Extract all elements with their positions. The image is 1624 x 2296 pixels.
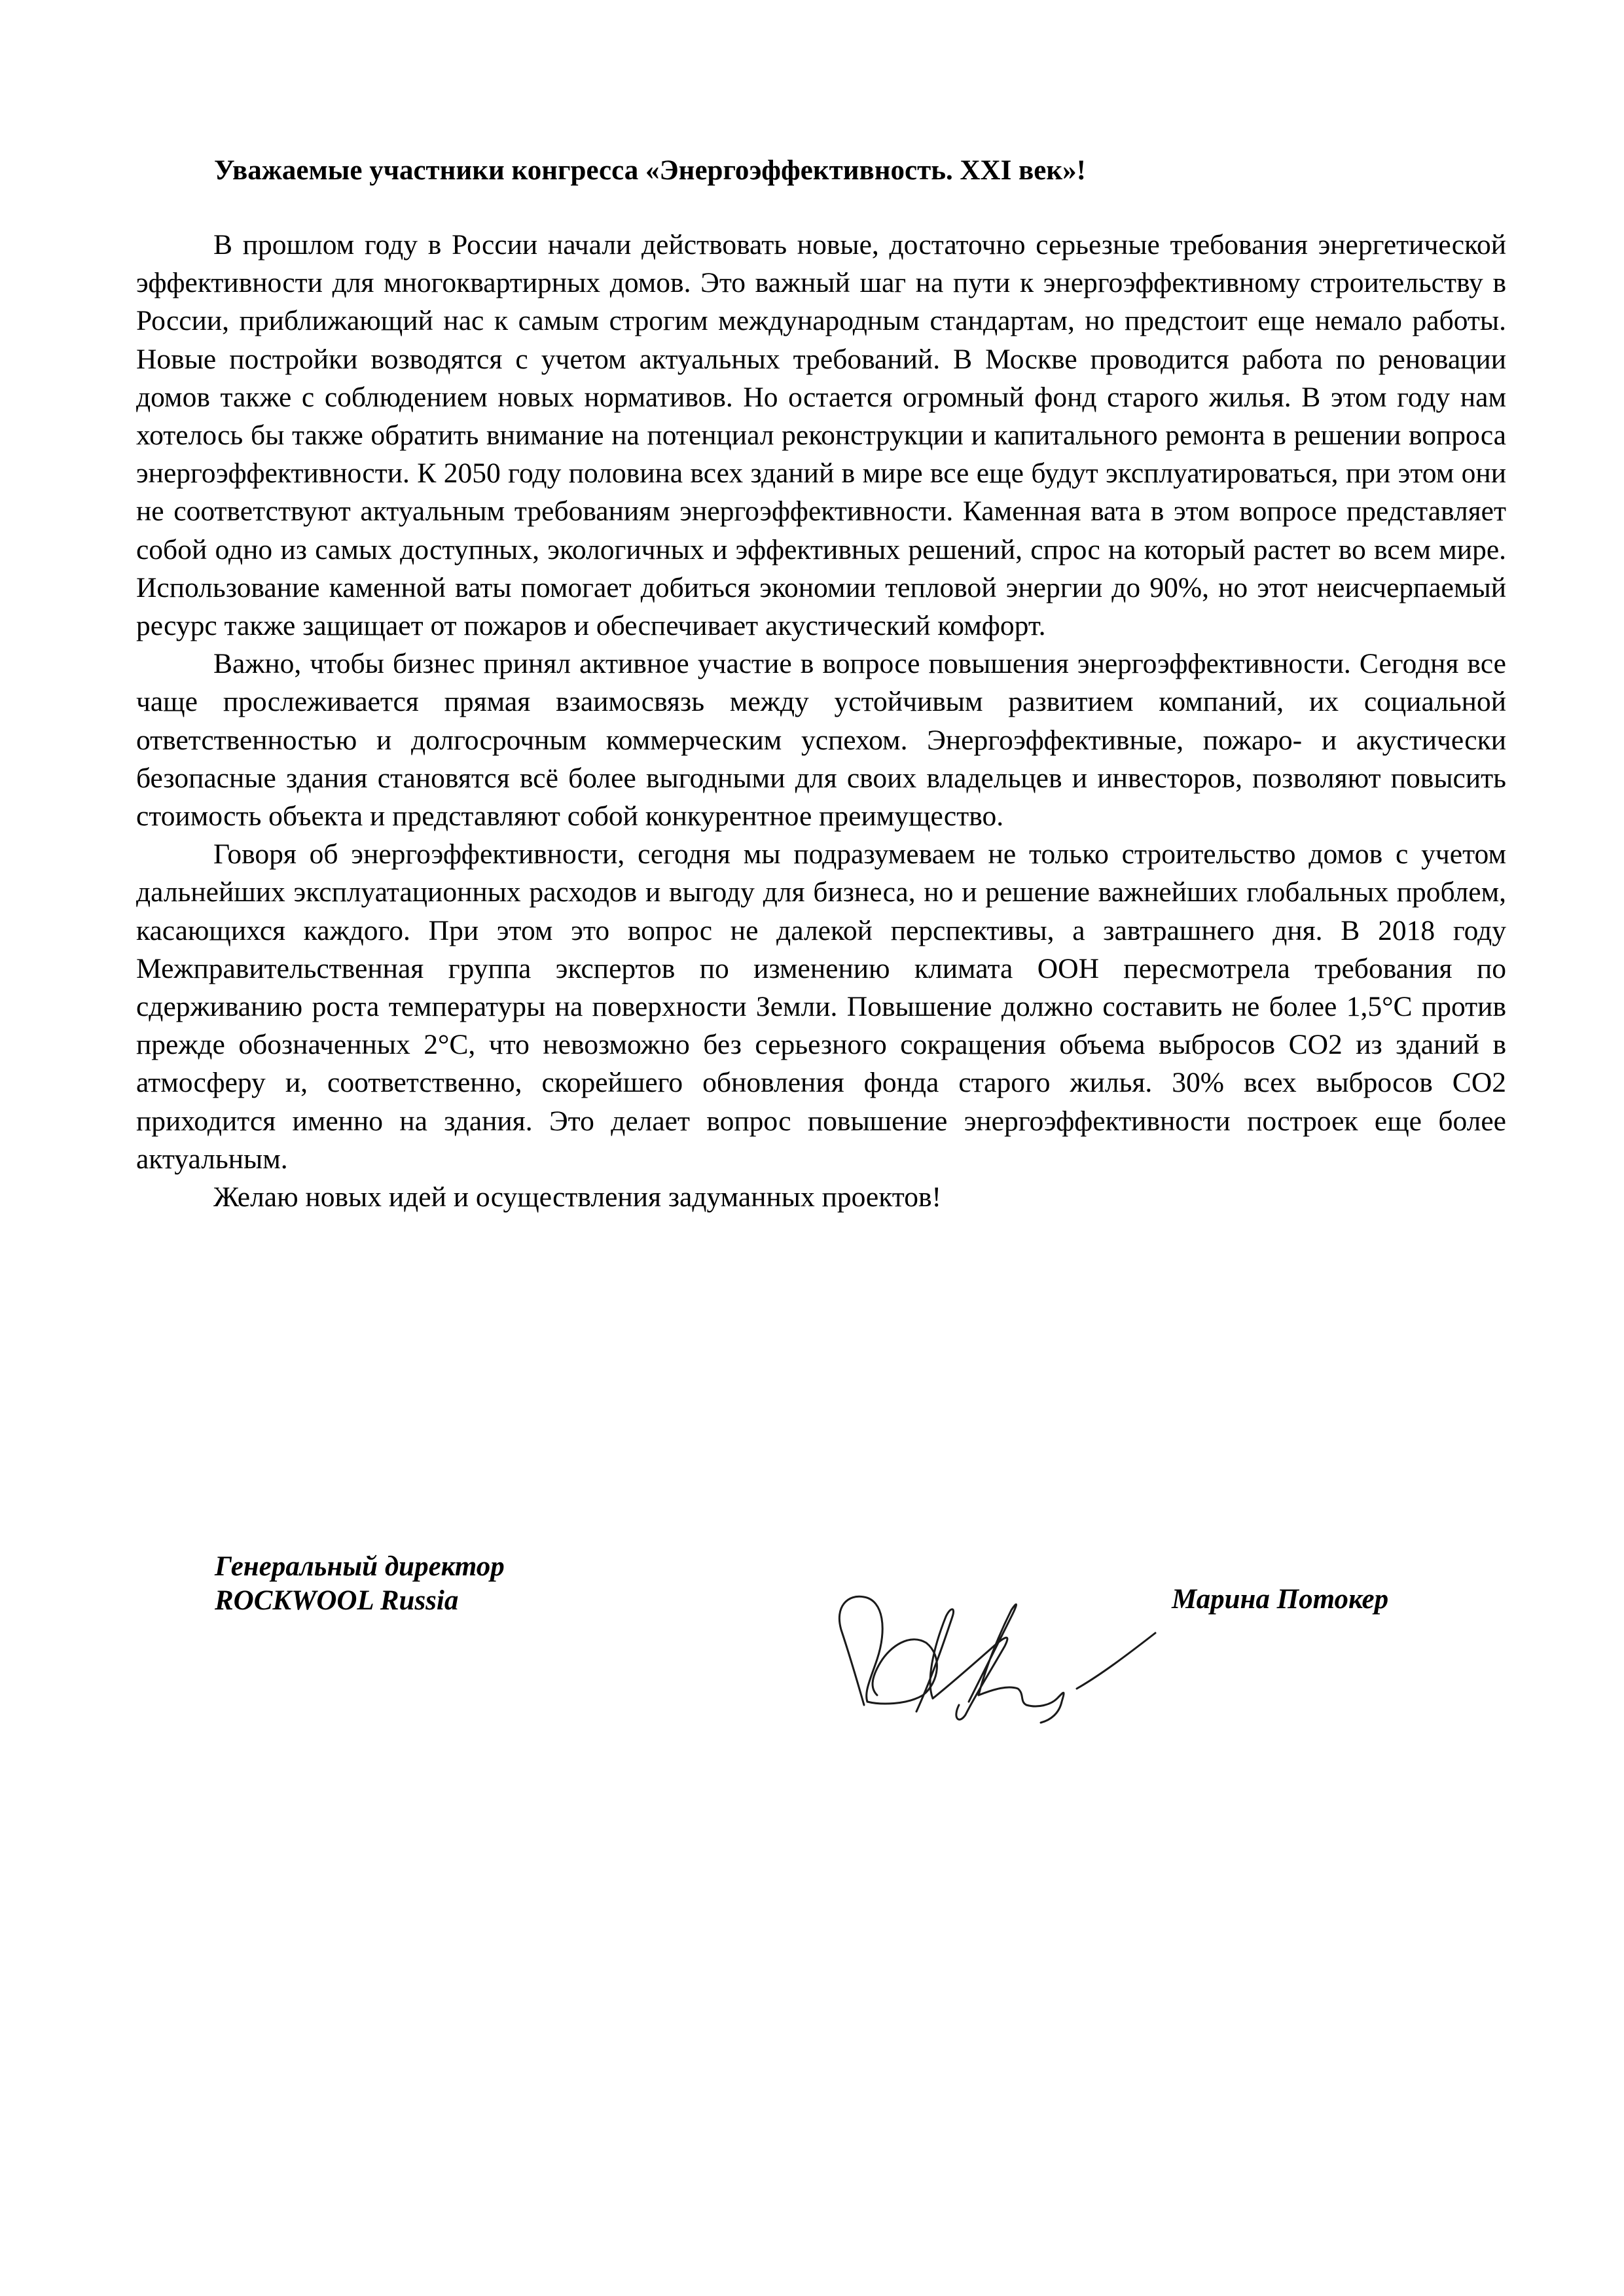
paragraph-1: В прошлом году в России начали действовать новые, достаточно серьезные требования энергетической эффективности для многоквартирных домов. Это важный шаг на пути к энергоэффективному строительству в России, приближающий нас к самым строгим международным стандартам, но предстоит еще немало работы. Новые постройки возводятся с учетом актуальных требований. В Москве проводится работа по реновации домов также с соблюдением новых нормативов. Но остается огромный фонд старого жилья. В этом году нам хотелось бы также обратить внимание на потенциал реконструкции и капитального ремонта в решении вопроса энергоэффективности. К 2050 году половина всех зданий в мире все еще будут эксплуатироваться, при этом они не соответствуют актуальным требованиям энергоэффективности. Каменная вата в этом вопросе представляет собой одно из самых доступных, экологичных и эффективных решений, спрос на который растет во всем мире. Использование каменной ваты помогает добиться экономии тепловой энергии до 90%, но этот неисчерпаемый ресурс также защищает от пожаров и обеспечивает акустический комфорт. [136,229,1506,642]
signatory-company: ROCKWOOL Russia [215,1585,459,1616]
signatory-position: Генеральный директор [215,1551,505,1582]
paragraph-closing: Желаю новых идей и осуществления задуманных проектов! [213,1181,941,1213]
paragraph-3: Говоря об энергоэффективности, сегодня мы подразумеваем не только строительство домов с учетом дальнейших эксплуатационных расходов и выгоду для бизнеса, но и решение важнейших глобальных проблем, касающихся каждого. При этом это вопрос не далекой перспективы, а завтрашнего дня. В 2018 году Межправительственная группа экспертов по изменению климата ООН пересмотрела требования по сдерживанию роста температуры на поверхности Земли. Повышение должно составить не более 1,5°С против прежде обозначенных 2°С, что невозможно без серьезного сокращения объема выбросов СО2 из зданий в атмосферу и, соответственно, скорейшего обновления фонда старого жилья. 30% всех выбросов СО2 приходится именно на здания. Это делает вопрос повышение энергоэффективности построек еще более актуальным. [136,838,1506,1175]
signatory-title-block [215,1550,505,1618]
paragraph-2: Важно, чтобы бизнес принял активное участие в вопросе повышения энергоэффективности. Сегодня все чаще прослеживается прямая взаимосвязь между устойчивым развитием компаний, их социальной ответственностью и долгосрочным коммерческим успехом. Энергоэффективные, пожаро- и акустически безопасные здания становятся всё более выгодными для своих владельцев и инвесторов, позволяют повысить стоимость объекта и представляют собой конкурентное преимущество. [136,648,1506,833]
letter-title: Уважаемые участники конгресса «Энергоэффективность. XXI век»! [214,155,1086,186]
signatory-name: Марина Потокер [1172,1584,1389,1615]
letter-body [136,226,1506,1216]
handwritten-signature-icon [818,1571,1159,1728]
